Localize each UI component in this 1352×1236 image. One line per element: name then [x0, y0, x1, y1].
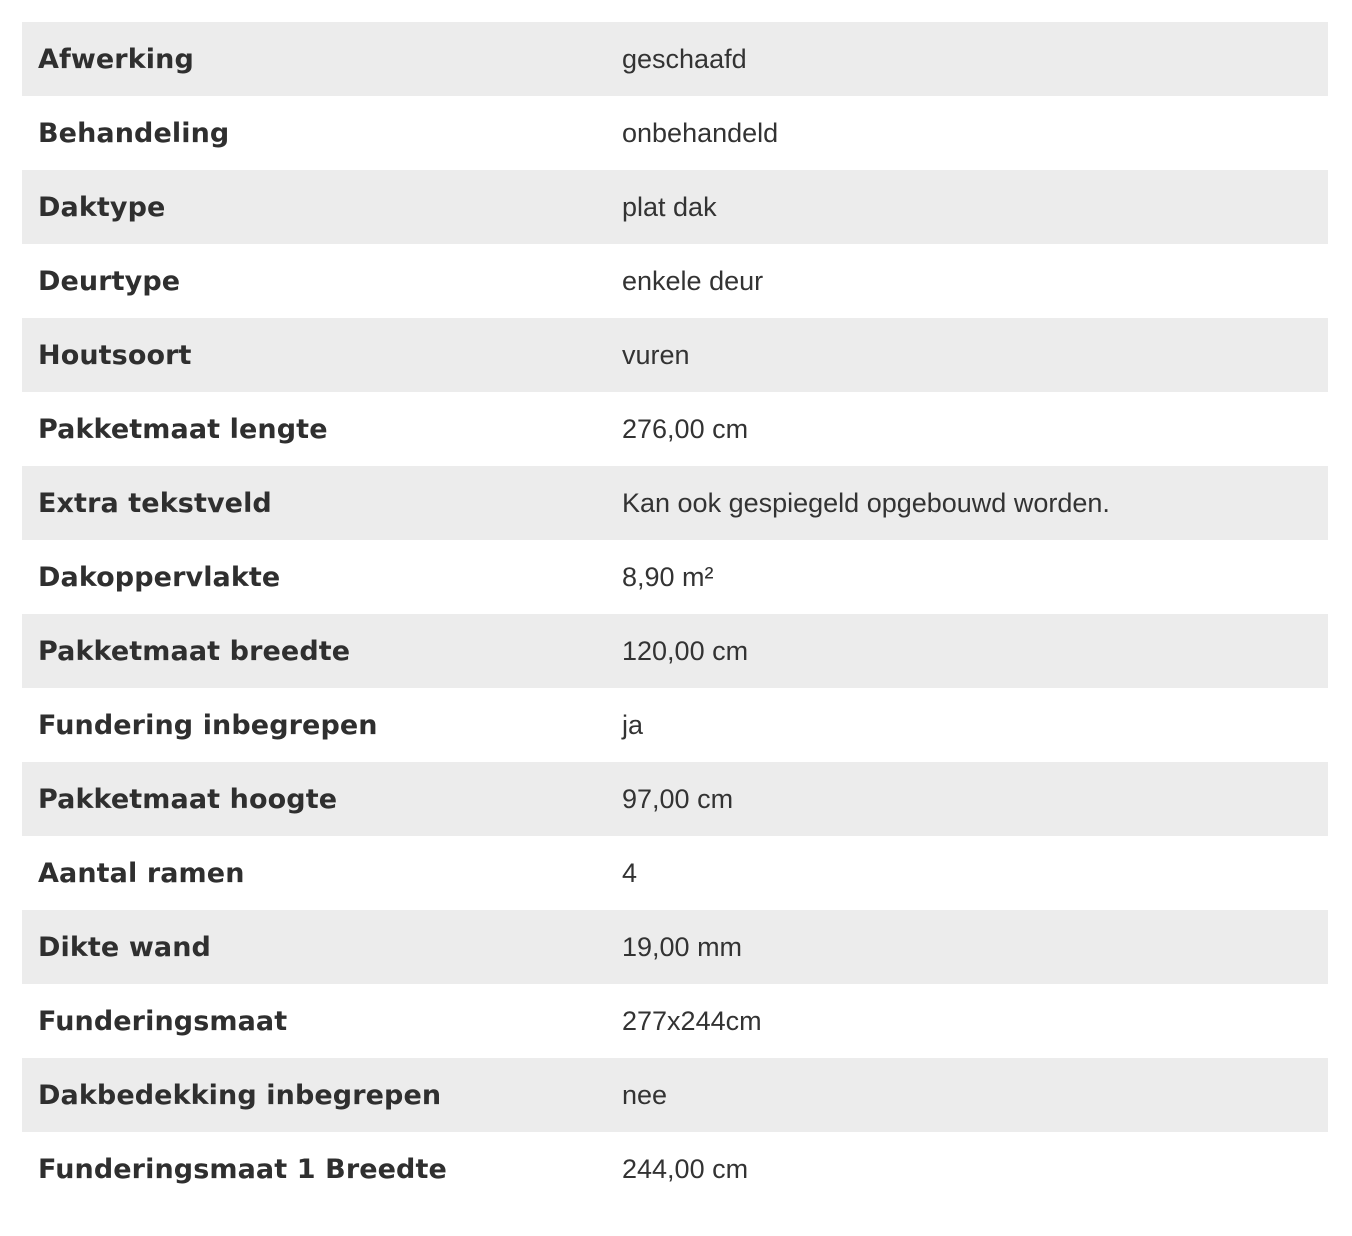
spec-label: Deurtype — [22, 244, 606, 318]
specifications-body — [22, 22, 1328, 1206]
spec-value: enkele deur — [606, 244, 1328, 318]
spec-row-extra-tekstveld — [22, 466, 1328, 540]
spec-label: Dakoppervlakte — [22, 540, 606, 614]
spec-row-funderingsmaat — [22, 984, 1328, 1058]
spec-value: 276,00 cm — [606, 392, 1328, 466]
spec-value: 19,00 mm — [606, 910, 1328, 984]
spec-value: onbehandeld — [606, 96, 1328, 170]
spec-label: Pakketmaat breedte — [22, 614, 606, 688]
spec-row-houtsoort — [22, 318, 1328, 392]
spec-value: Kan ook gespiegeld opgebouwd worden. — [606, 466, 1328, 540]
spec-row-afwerking — [22, 22, 1328, 96]
spec-row-behandeling — [22, 96, 1328, 170]
spec-row-pakketmaat-hoogte — [22, 762, 1328, 836]
spec-label: Dikte wand — [22, 910, 606, 984]
spec-value: nee — [606, 1058, 1328, 1132]
spec-label: Fundering inbegrepen — [22, 688, 606, 762]
spec-value: 4 — [606, 836, 1328, 910]
spec-label: Houtsoort — [22, 318, 606, 392]
spec-value: 97,00 cm — [606, 762, 1328, 836]
spec-value: geschaafd — [606, 22, 1328, 96]
spec-value: ja — [606, 688, 1328, 762]
spec-label: Funderingsmaat 1 Breedte — [22, 1132, 606, 1206]
specifications-table — [22, 22, 1328, 1206]
spec-value: 120,00 cm — [606, 614, 1328, 688]
spec-value: 244,00 cm — [606, 1132, 1328, 1206]
spec-row-dakbedekking-inbegrepen — [22, 1058, 1328, 1132]
spec-label: Dakbedekking inbegrepen — [22, 1058, 606, 1132]
spec-label: Daktype — [22, 170, 606, 244]
spec-label: Extra tekstveld — [22, 466, 606, 540]
spec-row-pakketmaat-breedte — [22, 614, 1328, 688]
spec-label: Funderingsmaat — [22, 984, 606, 1058]
spec-row-pakketmaat-lengte — [22, 392, 1328, 466]
spec-row-fundering-inbegrepen — [22, 688, 1328, 762]
spec-value: vuren — [606, 318, 1328, 392]
spec-row-aantal-ramen — [22, 836, 1328, 910]
spec-label: Pakketmaat lengte — [22, 392, 606, 466]
spec-value: plat dak — [606, 170, 1328, 244]
spec-row-dikte-wand — [22, 910, 1328, 984]
spec-label: Aantal ramen — [22, 836, 606, 910]
spec-label: Pakketmaat hoogte — [22, 762, 606, 836]
spec-row-dakoppervlakte — [22, 540, 1328, 614]
spec-row-daktype — [22, 170, 1328, 244]
spec-value: 277x244cm — [606, 984, 1328, 1058]
spec-label: Afwerking — [22, 22, 606, 96]
spec-label: Behandeling — [22, 96, 606, 170]
spec-row-funderingsmaat-1-breedte — [22, 1132, 1328, 1206]
spec-value: 8,90 m² — [606, 540, 1328, 614]
spec-row-deurtype — [22, 244, 1328, 318]
